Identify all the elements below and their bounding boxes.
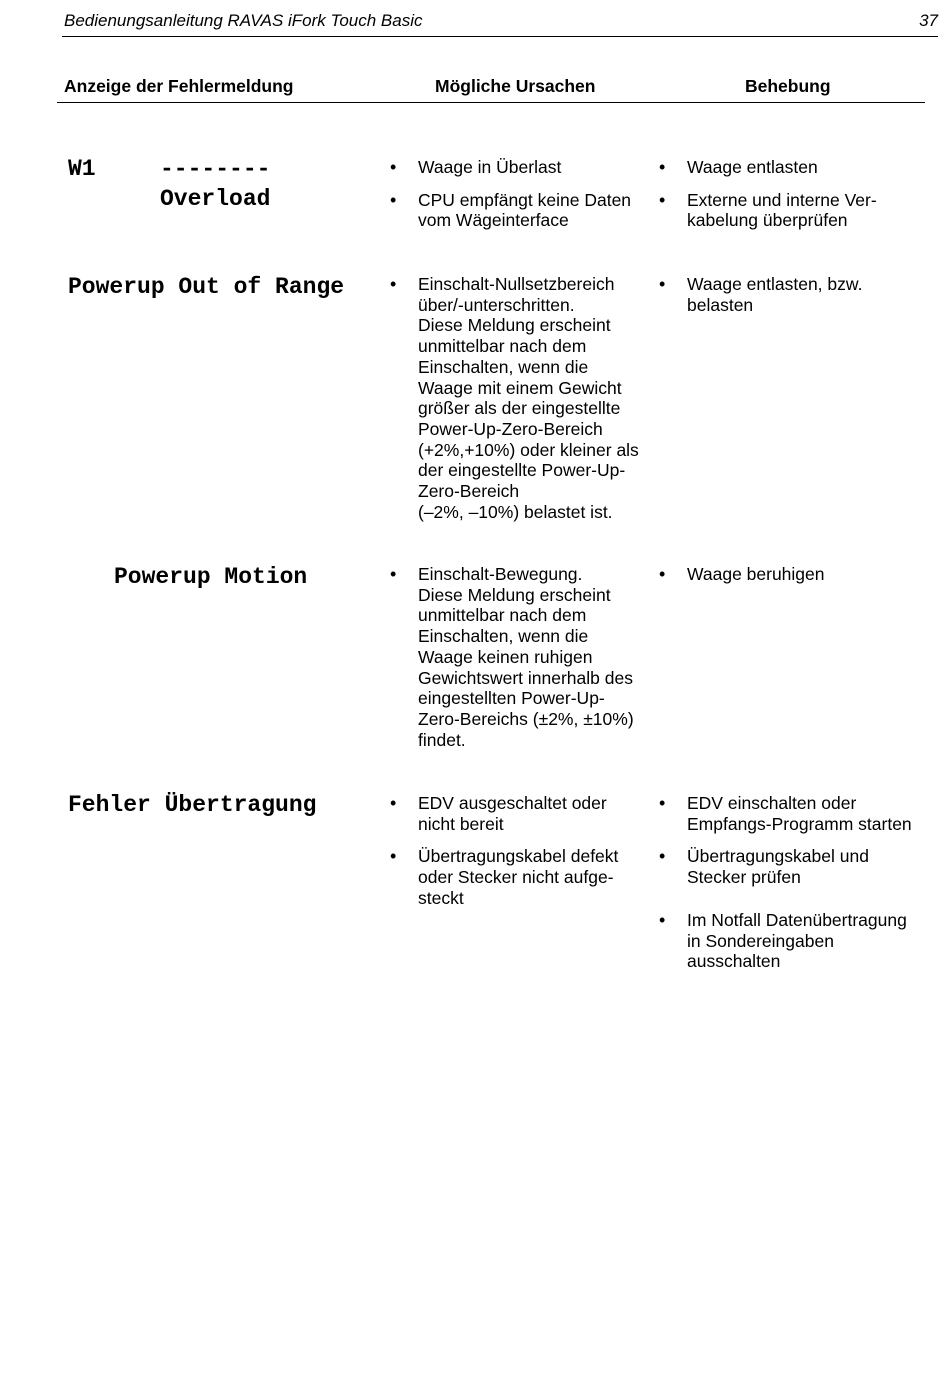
fixes-list [659, 157, 929, 243]
table-header [57, 74, 925, 103]
causes-list [390, 157, 655, 243]
list-item: • Übertragungskabel und Stecker prüfen [659, 846, 929, 887]
causes-list [390, 793, 655, 921]
list-item: • Externe und interne Ver- kabelung überprüfen [659, 190, 929, 231]
causes-list [390, 274, 655, 534]
list-item: • Einschalt-Bewegung. Diese Meldung erscheint unmittelbar nach dem Einschalten, wenn die Waage keinen ruhigen Gewichtswert innerhalb des eingestellten Power-Up- Zero-Bereichs (±2%, ±10%) findet. [390, 564, 655, 750]
document-title: Bedienungsanleitung RAVAS iFork Touch Basic [64, 11, 423, 30]
fixes-list [659, 793, 929, 984]
error-display: Powerup Motion [114, 564, 308, 590]
list-item: • EDV ausgeschaltet oder nicht bereit [390, 793, 655, 834]
column-header-causes: Mögliche Ursachen [435, 76, 596, 96]
page-number: 37 [919, 11, 938, 30]
causes-list [390, 564, 655, 762]
column-header-fixes: Behebung [745, 76, 831, 96]
list-item: • Im Notfall Datenübertragung in Sondereingaben ausschalten [659, 910, 929, 972]
fixes-list [659, 564, 929, 597]
list-item: • Waage entlasten [659, 157, 929, 178]
error-display-line: -------- [160, 156, 271, 182]
list-item: • CPU empfängt keine Daten vom Wägeinterface [390, 190, 655, 231]
running-header [62, 10, 938, 37]
fixes-list [659, 274, 929, 327]
error-display-line: Overload [160, 186, 271, 212]
error-display: Fehler Übertragung [68, 792, 317, 818]
column-header-display: Anzeige der Fehlermeldung [64, 76, 294, 96]
list-item: • Waage entlasten, bzw. belasten [659, 274, 929, 315]
error-display: Powerup Out of Range [68, 274, 345, 300]
error-display-code: W1 [68, 156, 96, 182]
list-item: • EDV einschalten oder Empfangs-Programm starten [659, 793, 929, 834]
list-item: • Waage beruhigen [659, 564, 929, 585]
list-item: • Waage in Überlast [390, 157, 655, 178]
list-item: • Übertragungskabel defekt oder Stecker nicht aufge- steckt [390, 846, 655, 908]
list-item: • Einschalt-Nullsetzbereich über/-unterschritten. Diese Meldung erscheint unmittelbar nach dem Einschalten, wenn die Waage mit einem Gewicht größer als der eingestellte Power-Up-Zero-Bereich (+2%,+10%) oder kleiner als der eingestellte Power-Up- Zero-Bereich (–2%, –10%) belastet ist. [390, 274, 655, 522]
